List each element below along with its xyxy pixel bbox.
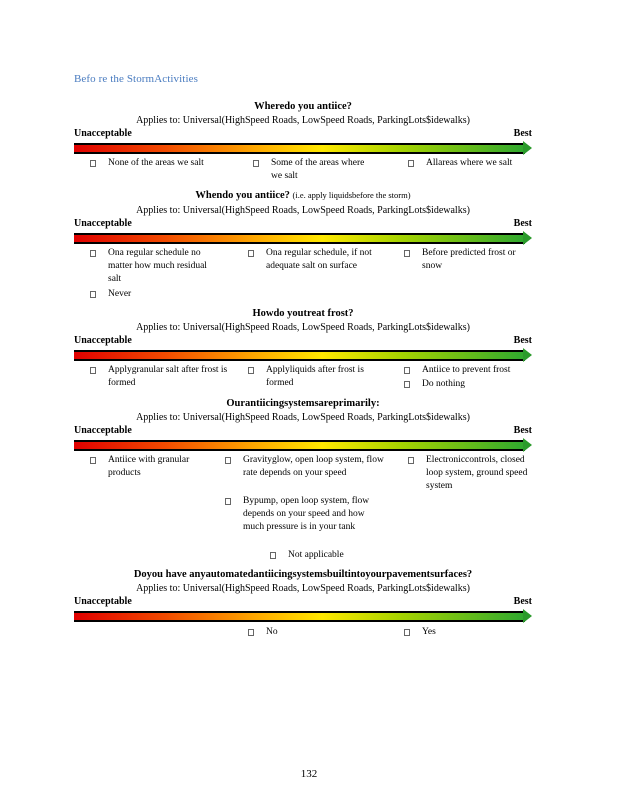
q4-option-granular[interactable]: Antiice with granular products xyxy=(90,454,205,480)
question-1-title: Wheredo you antiice? xyxy=(254,101,352,112)
question-3-applies: Applies to: Universal(HighSpeed Roads, LowSpeed Roads, ParkingLots$idewalks) xyxy=(136,322,470,333)
q4-option-electronic[interactable]: Electroniccontrols, closed loop system, ground speed system xyxy=(408,454,533,493)
checkbox-icon[interactable] xyxy=(253,160,259,167)
question-4-applies: Applies to: Universal(HighSpeed Roads, LowSpeed Roads, ParkingLots$idewalks) xyxy=(136,412,470,423)
checkbox-icon[interactable] xyxy=(248,250,254,257)
scale-5-unacceptable-label: Unacceptable xyxy=(74,596,132,607)
question-5-title: Doyou have anyautomatedantiicingsystemsbuiltintoyourpavementsurfaces? xyxy=(133,569,473,580)
question-1-applies: Applies to: Universal(HighSpeed Roads, LowSpeed Roads, ParkingLots$idewalks) xyxy=(136,115,470,126)
scale-2-best-label: Best xyxy=(513,218,532,229)
checkbox-icon[interactable] xyxy=(90,291,96,298)
checkbox-icon[interactable] xyxy=(225,457,231,464)
q3-option-antiice[interactable]: Antiice to prevent frost xyxy=(404,364,540,377)
arrow-right-icon xyxy=(523,609,532,623)
q1-option-none[interactable]: None of the areas we salt xyxy=(90,157,240,170)
rating-scale-4 xyxy=(74,438,532,452)
checkbox-icon[interactable] xyxy=(90,367,96,374)
rating-scale-1 xyxy=(74,141,532,155)
arrow-right-icon xyxy=(523,348,532,362)
q1-option-some[interactable]: Some of the areas where we salt xyxy=(253,157,365,183)
q5-option-yes[interactable]: Yes xyxy=(404,626,484,639)
scale-4-best-label: Best xyxy=(513,425,532,436)
checkbox-icon[interactable] xyxy=(90,250,96,257)
arrow-right-icon xyxy=(523,141,532,155)
rating-scale-3 xyxy=(74,348,532,362)
checkbox-icon[interactable] xyxy=(270,552,276,559)
scale-1-best-label: Best xyxy=(513,128,532,139)
q2-option-if-not-adequate[interactable]: Ona regular schedule, if not adequate salt on surface xyxy=(248,247,383,273)
checkbox-icon[interactable] xyxy=(408,160,414,167)
checkbox-icon[interactable] xyxy=(404,629,410,636)
q2-option-regular-schedule[interactable]: Ona regular schedule no matter how much residual salt xyxy=(90,247,220,286)
rating-scale-5 xyxy=(74,609,532,623)
q2-option-before-predicted[interactable]: Before predicted frost or snow xyxy=(404,247,536,273)
q4-option-gravity-flow[interactable]: Gravityglow, open loop system, flow rate depends on your speed xyxy=(225,454,385,480)
q1-option-all[interactable]: Allareas where we salt xyxy=(408,157,538,170)
q3-option-granular-salt[interactable]: Applygranular salt after frost is formed xyxy=(90,364,232,390)
q3-option-nothing[interactable]: Do nothing xyxy=(404,378,536,391)
scale-3-best-label: Best xyxy=(513,335,532,346)
scale-3-unacceptable-label: Unacceptable xyxy=(74,335,132,346)
scale-4-unacceptable-label: Unacceptable xyxy=(74,425,132,436)
arrow-right-icon xyxy=(523,231,532,245)
checkbox-icon[interactable] xyxy=(408,457,414,464)
checkbox-icon[interactable] xyxy=(90,160,96,167)
scale-1-unacceptable-label: Unacceptable xyxy=(74,128,132,139)
q2-option-never[interactable]: Never xyxy=(90,288,220,301)
checkbox-icon[interactable] xyxy=(404,367,410,374)
q5-option-no[interactable]: No xyxy=(248,626,328,639)
checkbox-icon[interactable] xyxy=(225,498,231,505)
q4-option-pump[interactable]: Bypump, open loop system, flow depends on your speed and how much pressure is in your tank xyxy=(225,495,385,534)
checkbox-icon[interactable] xyxy=(248,629,254,636)
question-4-title: Ourantiicingsystemsareprimarily: xyxy=(226,398,380,409)
question-2-title: Whendo you antiice? (i.e. apply liquidsbefore the storm) xyxy=(195,190,411,201)
checkbox-icon[interactable] xyxy=(404,250,410,257)
q3-option-liquids[interactable]: Applyliquids after frost is formed xyxy=(248,364,380,390)
page-heading: Befo re the StormActivities xyxy=(74,73,198,85)
page-number: 132 xyxy=(300,768,318,780)
arrow-right-icon xyxy=(523,438,532,452)
scale-2-unacceptable-label: Unacceptable xyxy=(74,218,132,229)
q4-option-not-applicable[interactable]: Not applicable xyxy=(270,549,390,562)
question-5-applies: Applies to: Universal(HighSpeed Roads, LowSpeed Roads, ParkingLots$idewalks) xyxy=(136,583,470,594)
question-2-applies: Applies to: Universal(HighSpeed Roads, LowSpeed Roads, ParkingLots$idewalks) xyxy=(136,205,470,216)
checkbox-icon[interactable] xyxy=(404,381,410,388)
checkbox-icon[interactable] xyxy=(248,367,254,374)
rating-scale-2 xyxy=(74,231,532,245)
scale-5-best-label: Best xyxy=(513,596,532,607)
checkbox-icon[interactable] xyxy=(90,457,96,464)
question-3-title: Howdo youtreat frost? xyxy=(252,308,354,319)
